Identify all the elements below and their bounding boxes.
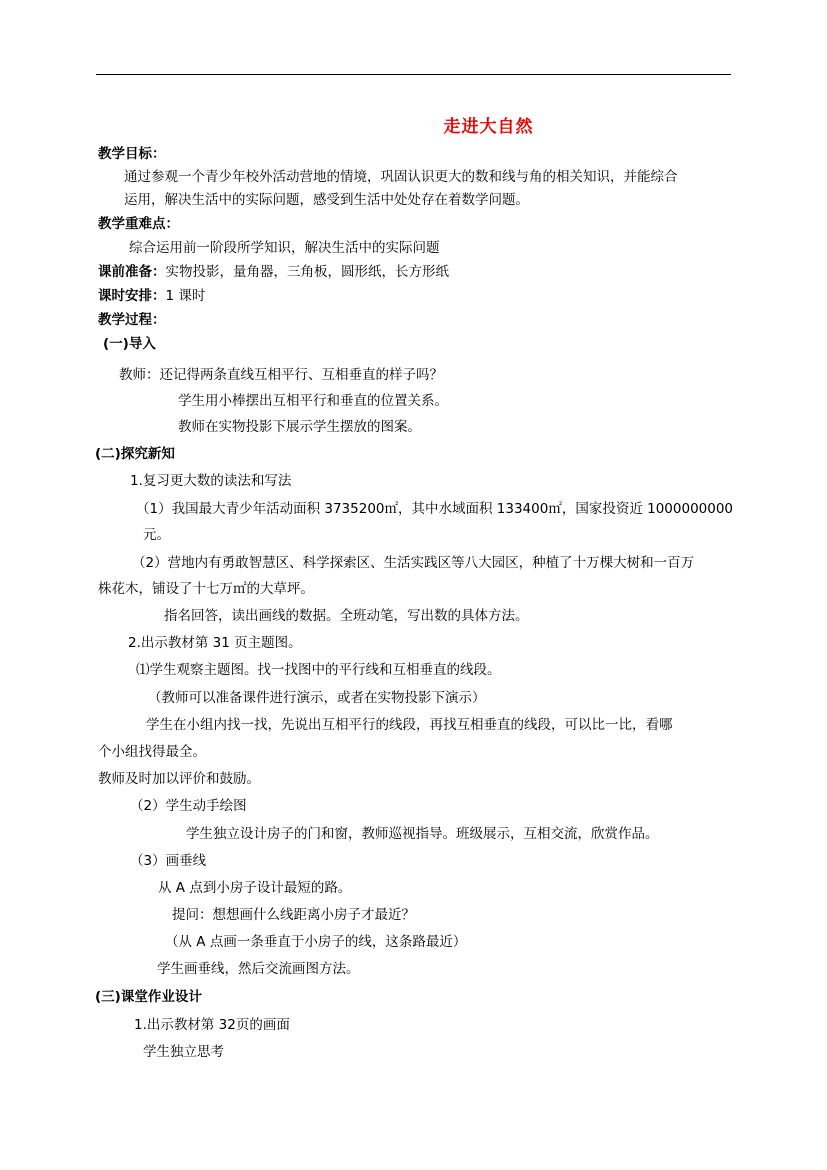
section-2-item-4: （3）画垂线 [130,853,207,869]
section-2-item-1a-line-2: 元。 [143,527,170,543]
section-2-item-3: （2）学生动手绘图 [130,798,247,814]
section-2-item-1c: 指名回答，读出画线的数据。全班动笔，写出数的具体方法。 [164,608,529,624]
section-2-item-4d: 学生画垂线，然后交流画图方法。 [157,961,360,977]
section-2-item-2: 2.出示教材第 31 页主题图。 [128,635,302,651]
section-2-item-2c-line-2: 个小组找得最全。 [98,744,206,760]
section-2-item-4c: （从 A 点画一条垂直于小房子的线，这条路最近） [165,934,467,950]
section-3-item-1: 1.出示教材第 32页的画面 [134,1017,290,1033]
section-2-item-1b-line-2: 株花木，铺设了十七万㎡的大草坪。 [98,581,314,597]
key-points-text: 综合运用前一阶段所学知识，解决生活中的实际问题 [129,240,440,256]
section-1-heading: (一)导入 [103,336,156,352]
preparation-heading: 课前准备： [98,264,166,280]
section-1-line-1: 教师：还记得两条直线互相平行、互相垂直的样子吗？ [119,367,443,383]
section-2-item-2a: ⑴学生观察主题图。找一找图中的平行线和互相垂直的线段。 [136,662,501,678]
goals-heading: 教学目标： [98,146,166,162]
section-2-item-1a-line-1: （1）我国最大青少年活动面积 3735200㎡，其中水域面积 133400㎡，国家投资近 1000000000 [136,501,734,517]
section-2-item-1: 1.复习更大数的读法和写法 [130,473,292,489]
preparation-text: 实物投影，量角器，三角板，圆形纸，长方形纸 [165,264,449,280]
preparation-line [98,263,449,281]
section-2-item-4b: 提问：想想画什么线距离小房子才最近？ [172,907,415,923]
header-rule [96,74,731,75]
goals-text-line-2: 运用，解决生活中的实际问题，感受到生活中处处存在着数学问题。 [124,192,529,208]
page-title: 走进大自然 [443,117,534,137]
section-2-item-2d: 教师及时加以评价和鼓励。 [98,771,260,787]
section-2-heading: (二)探究新知 [95,446,175,462]
section-2-item-2c-line-1: 学生在小组内找一找，先说出互相平行的线段，再找互相垂直的线段，可以比一比，看哪 [146,717,673,733]
process-heading: 教学过程： [98,312,166,328]
section-2-item-2b: （教师可以准备课件进行演示，或者在实物投影下演示） [148,690,486,706]
section-1-line-2: 学生用小棒摆出互相平行和垂直的位置关系。 [178,393,448,409]
section-2-item-3a: 学生独立设计房子的门和窗，教师巡视指导。班级展示，互相交流，欣赏作品。 [186,826,659,842]
class-time-text: 1 课时 [165,288,206,304]
section-3-heading: (三)课堂作业设计 [95,989,202,1005]
section-3-item-2: 学生独立思考 [143,1044,224,1060]
class-time-line [98,287,205,305]
goals-text-line-1: 通过参观一个青少年校外活动营地的情境，巩固认识更大的数和线与角的相关知识，并能综合 [124,169,678,185]
section-2-item-4a: 从 A 点到小房子设计最短的路。 [158,880,352,896]
section-2-item-1b-line-1: （2）营地内有勇敢智慧区、科学探索区、生活实践区等八大园区，种植了十万棵大树和一百万 [132,555,695,571]
section-1-line-3: 教师在实物投影下展示学生摆放的图案。 [178,419,421,435]
key-points-heading: 教学重难点： [98,216,179,232]
class-time-heading: 课时安排： [98,288,166,304]
